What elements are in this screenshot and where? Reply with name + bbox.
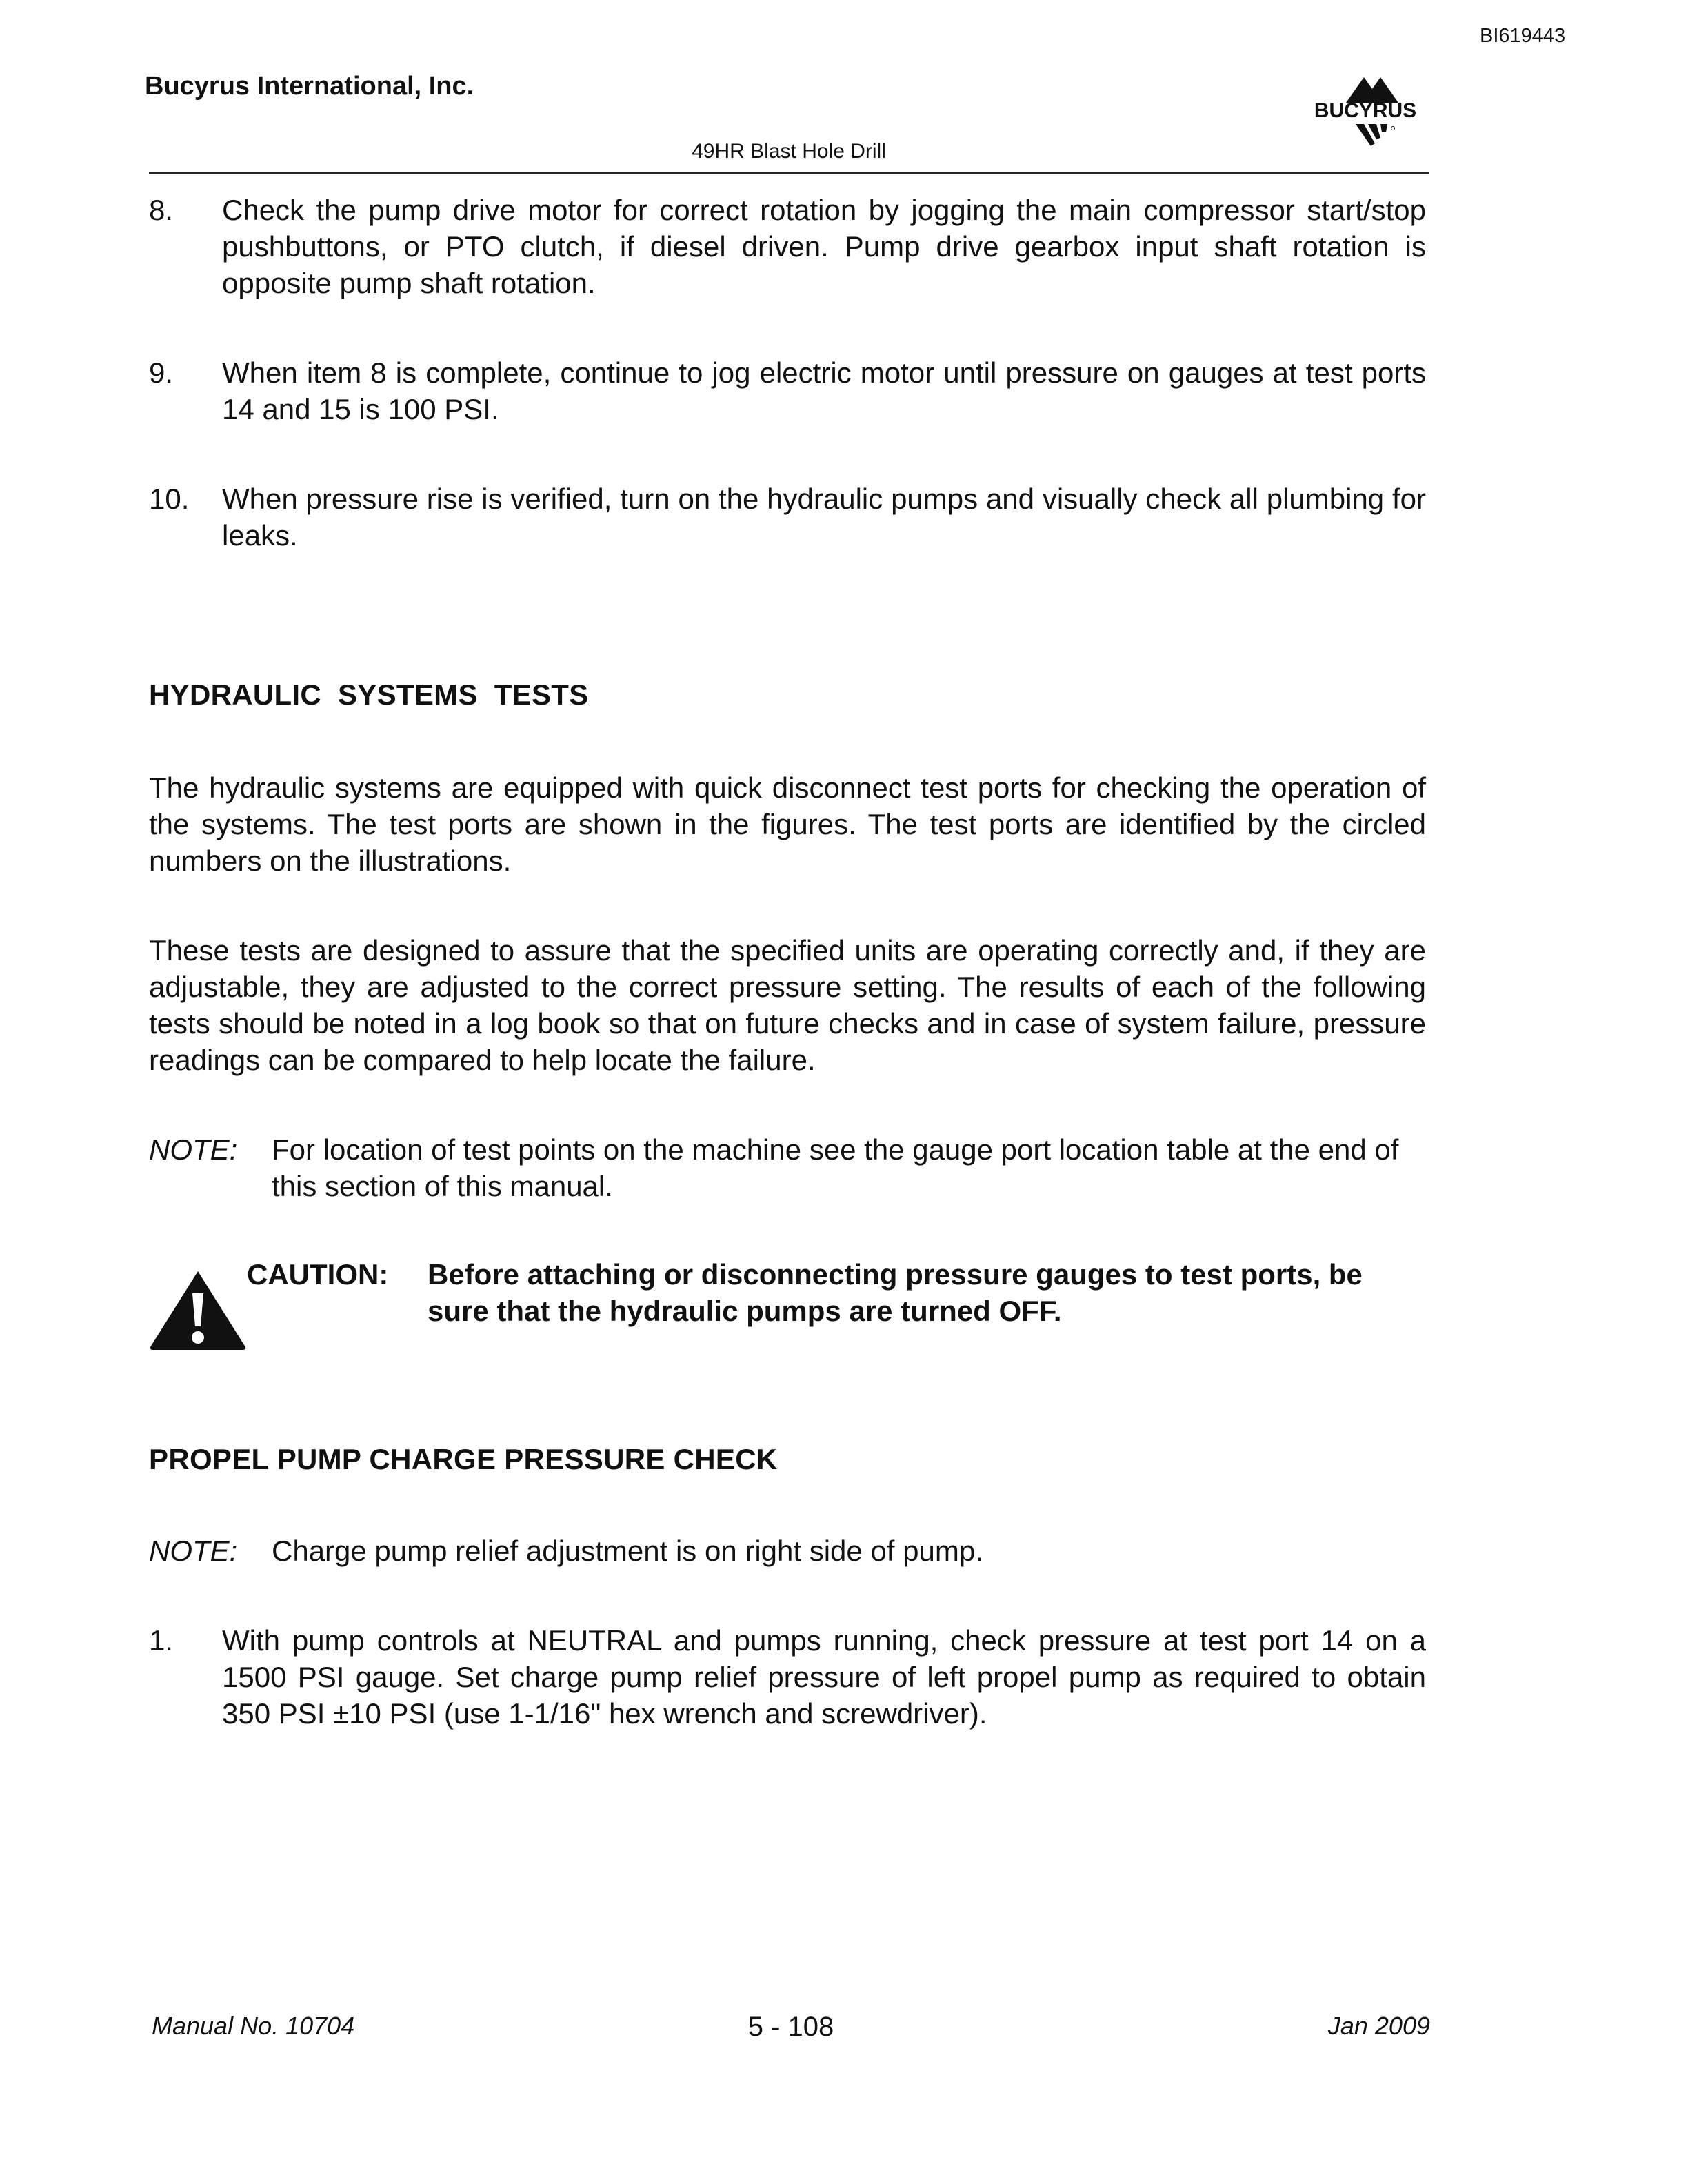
page-content bbox=[149, 192, 1426, 1732]
note-text: Charge pump relief adjustment is on right side of pump. bbox=[272, 1535, 983, 1567]
step-number: 1. bbox=[149, 1624, 174, 1657]
paragraph: These tests are designed to assure that the specified units are operating correctly and, if they are adjustable, they are adjusted to the correct pressure setting. The results of each of the following tests should be noted in a log book so that on future checks and in case of system failure, pressure readings can be compared to help locate the failure. bbox=[149, 934, 1426, 1076]
step-text: When item 8 is complete, continue to jog electric motor until pressure on gauges at test ports 14 and 15 is 100 PSI. bbox=[222, 356, 1426, 425]
caution-label: CAUTION: bbox=[247, 1258, 389, 1291]
publication-date: Jan 2009 bbox=[1327, 2012, 1430, 2040]
note bbox=[149, 1533, 1426, 1569]
step-number: 9. bbox=[149, 356, 174, 389]
step-item bbox=[149, 354, 1426, 427]
step-item bbox=[149, 192, 1426, 301]
logo-text: BUCYRUS bbox=[1314, 99, 1417, 122]
company-name: Bucyrus International, Inc. bbox=[145, 72, 474, 101]
step-number: 8. bbox=[149, 194, 174, 226]
note bbox=[149, 1131, 1426, 1204]
warning-triangle-icon bbox=[149, 1268, 247, 1351]
section-heading-propel-pump: PROPEL PUMP CHARGE PRESSURE CHECK bbox=[149, 1443, 778, 1475]
caution-block bbox=[149, 1256, 1426, 1351]
header-divider bbox=[149, 172, 1429, 174]
note-label: NOTE: bbox=[149, 1535, 238, 1567]
step-item bbox=[149, 1622, 1426, 1732]
step-item bbox=[149, 481, 1426, 554]
manual-number: Manual No. 10704 bbox=[152, 2012, 355, 2040]
note-text: For location of test points on the machine see the gauge port location table at the end of this section of this manual. bbox=[272, 1133, 1399, 1202]
section-heading-hydraulic-tests: HYDRAULIC SYSTEMS TESTS bbox=[149, 678, 589, 711]
note-label: NOTE: bbox=[149, 1133, 238, 1166]
page-number: 5 - 108 bbox=[747, 2012, 834, 2042]
step-text: With pump controls at NEUTRAL and pumps running, check pressure at test port 14 on a 1500 PSI gauge. Set charge pump relief pressure of left propel pump as required to obtain 350 PSI ±10 PSI (use 1-1/16" hex wrench and screwdriver). bbox=[222, 1624, 1426, 1730]
step-number: 10. bbox=[149, 483, 190, 515]
caution-text: Before attaching or disconnecting pressure gauges to test ports, be sure that the hydraulic pumps are turned OFF. bbox=[428, 1258, 1363, 1327]
paragraph: The hydraulic systems are equipped with quick disconnect test ports for checking the operation of the systems. The test ports are shown in the figures. The test ports are identified by the circled numbers on the illustrations. bbox=[149, 771, 1426, 877]
step-text: When pressure rise is verified, turn on the hydraulic pumps and visually check all plumbing for leaks. bbox=[222, 483, 1426, 552]
step-text: Check the pump drive motor for correct rotation by jogging the main compressor start/stop pushbuttons, or PTO clutch, if diesel driven. Pump drive gearbox input shaft rotation is opposite pump shaft rotation. bbox=[222, 194, 1426, 299]
document-subtitle: 49HR Blast Hole Drill bbox=[692, 140, 886, 163]
document-id: BI619443 bbox=[1480, 25, 1566, 47]
